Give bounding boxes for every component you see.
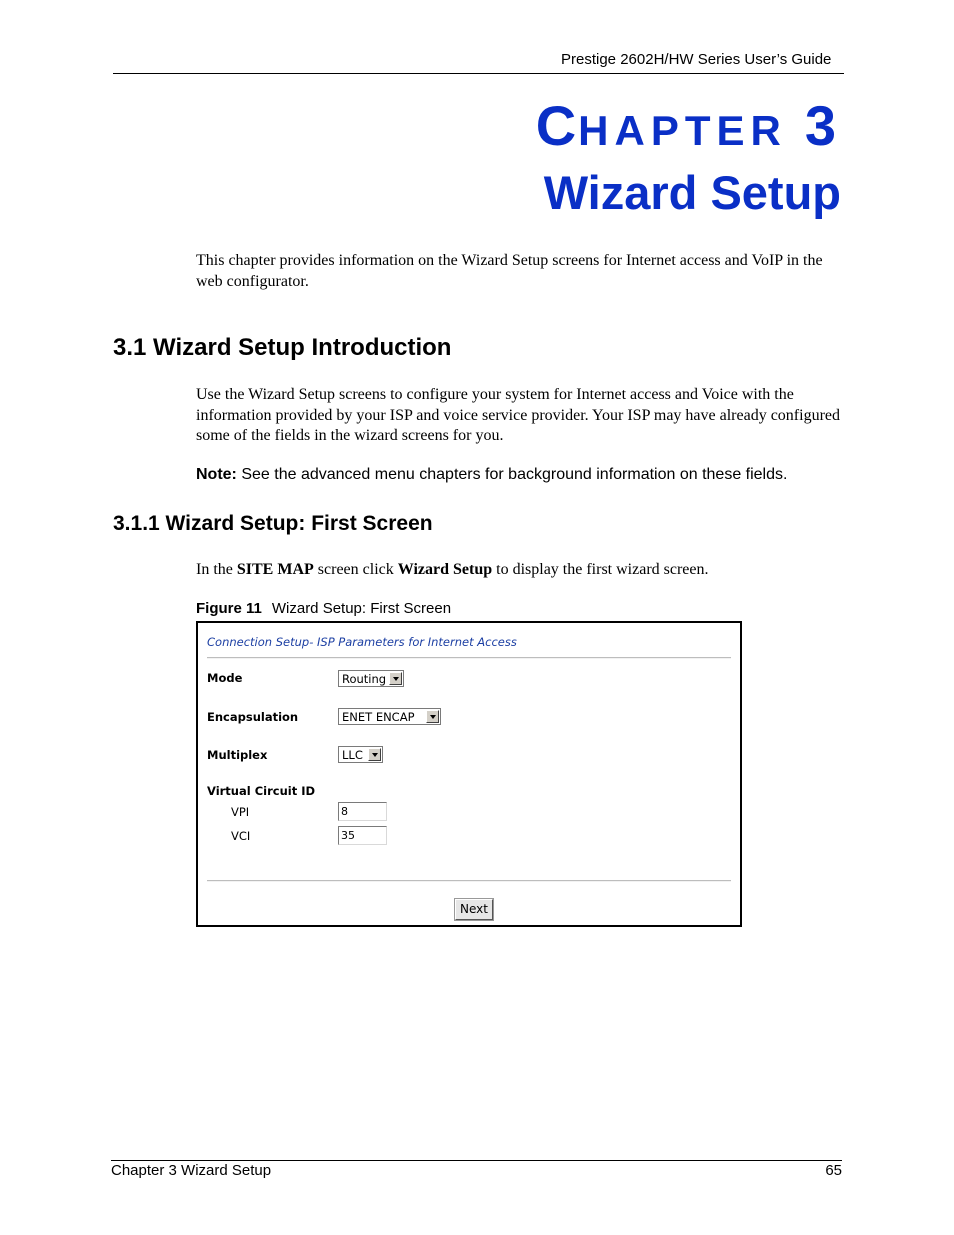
mode-select-value: Routing [342,671,387,686]
note [196,466,787,484]
bottom-divider [207,880,731,882]
chevron-down-icon[interactable] [368,748,381,761]
page-number: 65 [825,1162,842,1179]
chapter-title: Wizard Setup [543,166,841,219]
vpi-input[interactable]: 8 [338,802,387,821]
vci-input[interactable]: 35 [338,826,387,845]
mode-label: Mode [207,671,243,685]
footer-chapter: Chapter 3 Wizard Setup [111,1162,272,1179]
bold-run-site-map: SITE MAP [236,561,314,578]
bold-run-wizard-setup: Wizard Setup [397,561,493,578]
chevron-down-icon[interactable] [426,710,439,723]
top-divider [207,657,731,659]
screen-heading: Connection Setup- ISP Parameters for Internet Access [207,635,517,649]
encapsulation-select[interactable] [338,708,441,725]
note-label: Note: [196,466,237,483]
multiplex-select-value: LLC [342,747,363,762]
text-run: to display the first wizard screen. [492,561,709,578]
encapsulation-select-value: ENET ENCAP [342,709,415,724]
figure-caption-text: Wizard Setup: First Screen [271,600,452,617]
chevron-down-icon[interactable] [389,672,402,685]
chapter-initial: C [535,94,579,157]
running-header: Prestige 2602H/HW Series User’s Guide [561,51,832,68]
next-button[interactable]: Next [455,899,493,920]
multiplex-select[interactable] [338,746,383,763]
text-run: In the [196,561,237,578]
figure-caption [196,600,451,617]
header-rule [113,73,844,74]
chapter-number: 3 [804,94,836,157]
note-text: See the advanced menu chapters for background information on these fields. [236,466,788,483]
virtual-circuit-id-label: Virtual Circuit ID [207,784,316,798]
mode-select[interactable] [338,670,404,687]
intro-paragraph: This chapter provides information on the Wizard Setup screens for Internet access and VoIP in the web configurator. [196,252,823,290]
wizard-screen-figure [196,621,742,927]
vpi-label: VPI [231,805,250,819]
figure-label: Figure 11 [196,600,262,617]
section-3-1-1-paragraph [196,560,844,581]
multiplex-label: Multiplex [207,748,268,762]
vci-label: VCI [231,829,251,843]
text-run: screen click [313,561,398,578]
chapter-label [535,94,836,157]
footer-rule [111,1160,842,1161]
section-heading-3-1-1: 3.1.1 Wizard Setup: First Screen [113,512,433,535]
chapter-word-rest: HAPTER [578,107,787,154]
section-3-1-paragraph: Use the Wizard Setup screens to configure your system for Internet access and Voice with the information provided by your ISP and voice service provider. Your ISP may have already configured some of the fields in the wizard screens for you. [196,386,840,444]
section-heading-3-1: 3.1 Wizard Setup Introduction [113,334,452,361]
encapsulation-label: Encapsulation [207,710,299,724]
